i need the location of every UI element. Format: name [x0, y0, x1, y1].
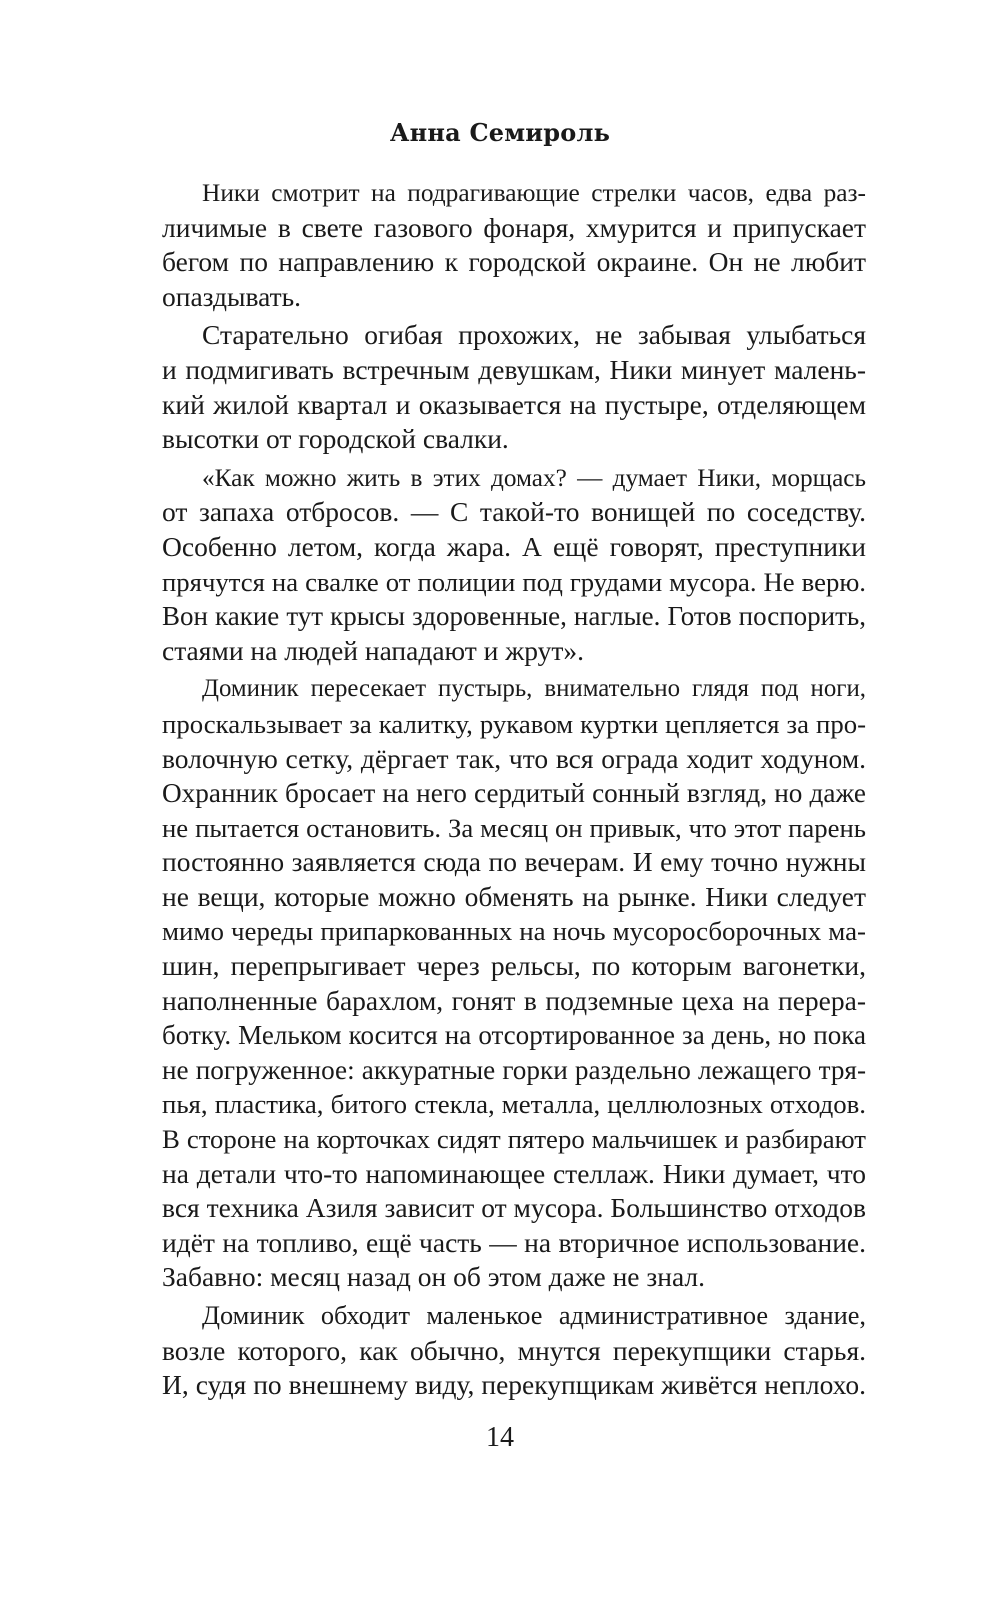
text-line: идёт на топливо, ещё часть — на вторичное использование.	[162, 1226, 866, 1258]
text-line: высотки от городской свалки.	[162, 423, 509, 455]
text-line: Охранник бросает на него сердитый сонный взгляд, но даже	[162, 778, 866, 809]
text-line: не погруженное: аккуратные горки раздельно лежащего тря-	[162, 1054, 866, 1085]
text-line: Доминик обходит маленькое административное здание,	[202, 1301, 866, 1330]
text-line: ботку. Мельком косится на отсортированное за день, но пока	[162, 1020, 866, 1051]
text-line: прячутся на свалке от полиции под грудами мусора. Не верю.	[162, 566, 866, 597]
text-line: кий жилой квартал и оказывается на пустыре, отделяющем	[162, 388, 866, 420]
text-line: личимые в свете газового фонаря, хмурится и припускает	[162, 211, 866, 243]
text-line: наполненные барахлом, гонят в подземные цеха на перера-	[162, 984, 866, 1016]
paragraph	[162, 461, 866, 669]
text-line: И, судя по внешнему виду, перекупщикам живётся неплохо.	[162, 1369, 866, 1401]
text-line: не пытается остановить. За месяц он привык, что этот парень	[162, 812, 866, 843]
text-line: от запаха отбросов. — С такой-то вонищей по соседству.	[162, 496, 866, 528]
paragraph	[162, 318, 866, 456]
text-line: Старательно огибая прохожих, не забывая улыбаться	[202, 319, 866, 351]
text-line: шин, перепрыгивает через рельсы, по которым вагонетки,	[162, 950, 866, 982]
text-line: В стороне на корточках сидят пятеро мальчишек и разбирают	[162, 1124, 866, 1155]
text-line: вся техника Азиля зависит от мусора. Большинство отходов	[162, 1192, 866, 1224]
running-title: Анна Семироль	[389, 118, 611, 147]
text-line: волочную сетку, дёргает так, что вся ограда ходит ходуном.	[162, 742, 866, 774]
text-line: возле которого, как обычно, мнутся перекупщики старья.	[162, 1334, 866, 1366]
text-line: не вещи, которые можно обменять на рынке. Ники следует	[162, 880, 866, 912]
text-line: Ники смотрит на подрагивающие стрелки часов, едва раз-	[202, 179, 866, 207]
text-line: проскальзывает за калитку, рукавом куртки цепляется за про-	[162, 708, 866, 739]
paragraph	[162, 672, 866, 1295]
text-line: опаздывать.	[162, 280, 302, 312]
page-number: 14	[486, 1422, 514, 1453]
paragraph	[162, 1299, 866, 1403]
paragraph	[162, 176, 866, 314]
text-line: постоянно заявляется сюда по вечерам. И ему точно нужны	[162, 846, 866, 878]
text-line: Забавно: месяц назад он об этом даже не знал.	[162, 1261, 706, 1293]
text-line: бегом по направлению к городской окраине. Он не любит	[162, 246, 866, 278]
text-line: Доминик пересекает пустырь, внимательно глядя под ноги,	[202, 675, 866, 703]
text-line: «Как можно жить в этих домах? — думает Ники, морщась	[202, 463, 866, 492]
text-line: на детали что-то напоминающее стеллаж. Ники думает, что	[162, 1157, 866, 1189]
text-line: Вон какие тут крысы здоровенные, наглые. Готов поспорить,	[162, 601, 866, 632]
body-text	[162, 176, 866, 1407]
text-line: мимо череды припаркованных на ночь мусоросборочных ма-	[162, 916, 866, 947]
text-line: пья, пластика, битого стекла, металла, целлюлозных отходов.	[162, 1089, 866, 1120]
text-line: Особенно летом, когда жара. А ещё говорят, преступники	[162, 530, 866, 562]
text-line: стаями на людей нападают и жрут».	[162, 634, 584, 666]
text-line: и подмигивать встречным девушкам, Ники минует малень-	[162, 353, 866, 385]
